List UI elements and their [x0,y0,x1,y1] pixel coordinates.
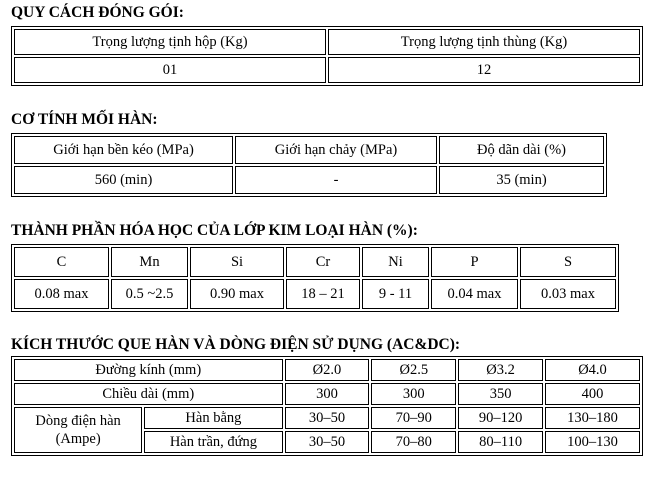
header-cell: Trọng lượng tịnh hộp (Kg) [14,29,326,55]
table-row [14,407,640,429]
value-cell: 100–130 [545,431,640,453]
value-cell: 70–80 [371,431,456,453]
value-cell: 350 [458,383,543,405]
header-cell: S [520,247,616,277]
value-cell: 130–180 [545,407,640,429]
flat-label-cell: Hàn bằng [144,407,282,429]
value-cell: 0.03 max [520,279,616,309]
header-cell: C [14,247,109,277]
value-cell: 9 - 11 [362,279,429,309]
table-row [14,359,640,381]
header-cell: Mn [111,247,188,277]
table-row [14,383,640,405]
mechanical-heading: CƠ TÍNH MỐI HÀN: [11,111,158,128]
header-cell: Cr [286,247,360,277]
header-cell: Trọng lượng tịnh thùng (Kg) [328,29,640,55]
table-row [14,166,604,194]
header-cell: Ni [362,247,429,277]
value-cell: 12 [328,57,640,83]
value-cell: 70–90 [371,407,456,429]
value-cell: - [235,166,437,194]
chemical-table [11,244,619,312]
value-cell: 90–120 [458,407,543,429]
value-cell: 30–50 [285,407,370,429]
packing-table [11,26,643,86]
current-label-cell [14,407,142,453]
table-row [14,57,640,83]
value-cell: 80–110 [458,431,543,453]
value-cell: Ø4.0 [545,359,640,381]
header-cell: Giới hạn bền kéo (MPa) [14,136,233,164]
overhead-label-cell: Hàn trần, đứng [144,431,282,453]
value-cell: 0.04 max [431,279,518,309]
table-row [14,279,616,309]
value-cell: Ø2.0 [285,359,370,381]
value-cell: 35 (min) [439,166,604,194]
header-cell: Si [190,247,284,277]
diameter-label-cell: Đường kính (mm) [14,359,283,381]
current-label-line1: Dòng điện hàn [35,413,121,429]
value-cell: 0.5 ~2.5 [111,279,188,309]
sizes-table [11,356,643,456]
value-cell: 30–50 [285,431,370,453]
value-cell: 300 [371,383,456,405]
value-cell: 18 – 21 [286,279,360,309]
value-cell: 300 [285,383,370,405]
length-label-cell: Chiều dài (mm) [14,383,283,405]
table-row [14,136,604,164]
header-cell: Giới hạn chảy (MPa) [235,136,437,164]
value-cell: 0.08 max [14,279,109,309]
chemical-heading: THÀNH PHẦN HÓA HỌC CỦA LỚP KIM LOẠI HÀN (%): [11,222,418,239]
value-cell: 560 (min) [14,166,233,194]
table-row [14,29,640,55]
value-cell: 400 [545,383,640,405]
value-cell: 0.90 max [190,279,284,309]
current-label-line2: (Ampe) [55,431,101,447]
header-cell: P [431,247,518,277]
value-cell: 01 [14,57,326,83]
header-cell: Độ dãn dài (%) [439,136,604,164]
packing-heading: QUY CÁCH ĐÓNG GÓI: [11,4,184,21]
mechanical-table [11,133,607,197]
sizes-heading: KÍCH THƯỚC QUE HÀN VÀ DÒNG ĐIỆN SỬ DỤNG (AC&DC): [11,336,461,353]
value-cell: Ø2.5 [371,359,456,381]
table-row [14,247,616,277]
value-cell: Ø3.2 [458,359,543,381]
